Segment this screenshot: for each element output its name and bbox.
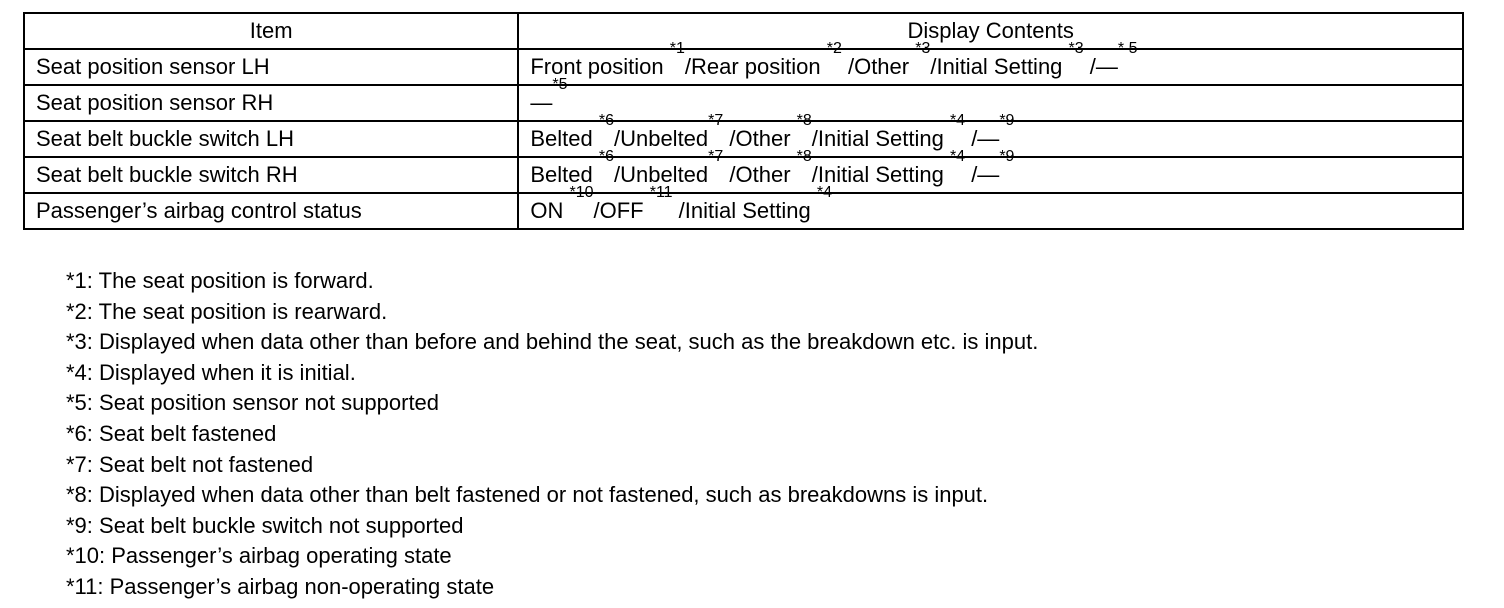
display-value: /Initial Setting	[811, 162, 950, 187]
footnote-ref: * 5	[1117, 40, 1138, 57]
footnote-ref: *8	[796, 148, 812, 165]
display-value: Front position	[530, 54, 670, 79]
display-value: /—	[965, 162, 1000, 187]
footnote-item: *5: Seat position sensor not supported	[66, 390, 440, 416]
display-value: /Initial Setting	[811, 126, 950, 151]
footnote-ref: *6	[598, 112, 614, 129]
header-item: Item	[24, 13, 518, 49]
footnotes-list	[66, 266, 1038, 603]
item-cell: Seat belt buckle switch RH	[24, 157, 518, 193]
footnote-item: *6: Seat belt fastened	[66, 420, 277, 446]
footnote-ref: *3	[915, 40, 931, 57]
table-row	[24, 121, 1463, 157]
footnote-ref: *5	[552, 76, 568, 93]
footnote-ref: *7	[708, 112, 724, 129]
display-value: —	[530, 90, 553, 115]
display-value: Belted	[530, 126, 599, 151]
footnote-item: *11: Passenger’s airbag non-operating state	[66, 573, 495, 599]
display-value: /Other	[723, 126, 797, 151]
footnote-ref: *7	[708, 148, 724, 165]
footnote-item: *3: Displayed when data other than before and behind the seat, such as the breakdown etc. is input.	[66, 329, 1039, 355]
footnote-ref: *11	[649, 184, 673, 201]
display-value: /—	[1083, 54, 1118, 79]
display-value: /Unbelted	[613, 126, 709, 151]
display-value: Belted	[530, 162, 599, 187]
display-value: /Other	[841, 54, 916, 79]
footnote-ref: *6	[598, 148, 614, 165]
footnote-ref: *4	[949, 148, 966, 165]
display-contents-cell	[518, 76, 1463, 121]
table-row	[24, 157, 1463, 193]
table-row	[24, 49, 1463, 85]
display-value: /Initial Setting	[672, 198, 817, 223]
display-value: /—	[965, 126, 1000, 151]
display-contents-table	[23, 12, 1464, 230]
table-row	[24, 193, 1463, 229]
footnote-item: *4: Displayed when it is initial.	[66, 359, 356, 385]
footnote-item: *2: The seat position is rearward.	[66, 298, 388, 324]
footnote-ref: *4	[949, 112, 966, 129]
display-value: /Initial Setting	[930, 54, 1069, 79]
footnote-ref: *9	[999, 112, 1015, 129]
display-value: ON	[530, 198, 570, 223]
display-contents-cell	[518, 112, 1463, 157]
footnote-ref: *10	[569, 184, 594, 201]
footnote-item: *7: Seat belt not fastened	[66, 451, 314, 477]
item-cell: Passenger’s airbag control status	[24, 193, 518, 229]
display-value: /OFF	[593, 198, 650, 223]
footnote-ref: *9	[999, 148, 1015, 165]
table-row	[24, 85, 1463, 121]
header-row	[24, 13, 1463, 49]
footnote-item: *1: The seat position is forward.	[66, 268, 374, 293]
footnote-item: *8: Displayed when data other than belt fastened or not fastened, such as breakdowns is input.	[66, 482, 989, 508]
header-display-contents: Display Contents	[518, 13, 1463, 49]
footnote-ref: *1	[669, 40, 685, 57]
item-cell: Seat position sensor LH	[24, 49, 518, 85]
display-value: /Other	[723, 162, 797, 187]
display-contents-cell	[518, 40, 1463, 85]
item-cell: Seat position sensor RH	[24, 85, 518, 121]
footnote-ref: *8	[796, 112, 812, 129]
footnote-item: *9: Seat belt buckle switch not supported	[66, 512, 464, 538]
footnote-ref: *4	[816, 184, 832, 201]
item-cell: Seat belt buckle switch LH	[24, 121, 518, 157]
display-value: /Unbelted	[613, 162, 709, 187]
display-contents-cell	[518, 184, 1463, 229]
footnote-ref: *3	[1068, 40, 1084, 57]
footnote-ref: *2	[826, 40, 842, 57]
footnote-item: *10: Passenger’s airbag operating state	[66, 543, 452, 569]
display-value: /Rear position	[684, 54, 827, 79]
